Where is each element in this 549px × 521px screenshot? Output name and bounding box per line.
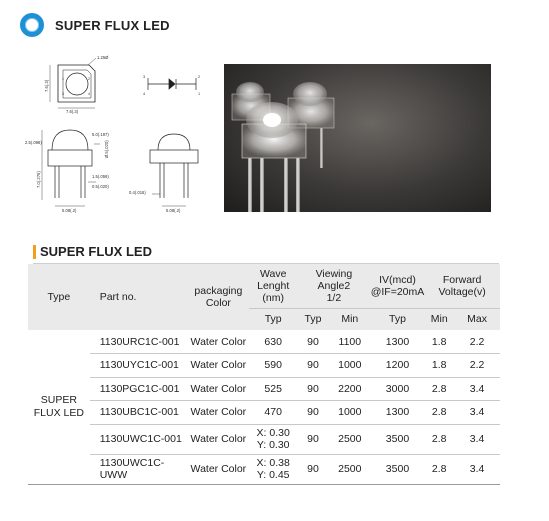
section-title: SUPER FLUX LED [40, 244, 152, 259]
table-row [28, 330, 500, 354]
packaging-color: Water Color [187, 424, 249, 454]
part-number: 1130UYC1C-001 [90, 354, 188, 378]
view-min: 1100 [329, 330, 371, 354]
part-number: 1130UWC1C-001 [90, 424, 188, 454]
fv-max: 3.4 [454, 401, 500, 425]
subheader-fv-max: Max [454, 308, 500, 330]
fv-min: 2.8 [424, 377, 454, 401]
iv-typ: 1300 [371, 330, 425, 354]
led-center [242, 102, 306, 212]
schem-pin-2: 2 [198, 75, 201, 79]
dim-bottom-top-label: 7.6(.3) [66, 109, 79, 114]
fv-min: 2.8 [424, 401, 454, 425]
table-row [28, 377, 500, 401]
dim-side-bottom-label: 5.08(.2) [62, 208, 77, 213]
dim-front-left-label: 0.4(.016) [129, 190, 146, 195]
packaging-color: Water Color [187, 401, 249, 425]
dim-left-top-label: 7.6(.3) [44, 79, 49, 92]
view-min: 1000 [329, 401, 371, 425]
dimension-drawing [22, 50, 222, 220]
fv-min: 2.8 [424, 454, 454, 484]
part-number: 1130PGC1C-001 [90, 377, 188, 401]
dim-top-label: 1.25Ø [97, 55, 109, 60]
table-row [28, 354, 500, 378]
header-iv: IV(mcd) @IF=20mA [371, 264, 425, 308]
type-cell: SUPER FLUX LED [28, 330, 90, 484]
iv-typ: 3500 [371, 454, 425, 484]
fv-min: 1.8 [424, 354, 454, 378]
spec-table-body [28, 330, 500, 484]
pin-label-4: 4 [88, 92, 90, 96]
dim-side-right2-label: 1.5(.059) [92, 174, 109, 179]
dim-side-left2-label: 7.0(.276) [36, 171, 41, 188]
header-wave: Wave Lenght (nm) [249, 264, 297, 308]
view-typ: 90 [297, 424, 329, 454]
product-photo [224, 64, 491, 212]
table-row [28, 424, 500, 454]
header-forward: Forward Voltage(v) [424, 264, 500, 308]
fv-max: 3.4 [454, 377, 500, 401]
wave-typ: 590 [249, 354, 297, 378]
iv-typ: 3500 [371, 424, 425, 454]
iv-typ: 3000 [371, 377, 425, 401]
wave-typ: 630 [249, 330, 297, 354]
packaging-color: Water Color [187, 354, 249, 378]
iv-typ: 1200 [371, 354, 425, 378]
schem-pin-4: 4 [143, 92, 146, 96]
fv-max: 3.4 [454, 454, 500, 484]
packaging-color: Water Color [187, 330, 249, 354]
header-packaging: packaging Color [187, 264, 249, 330]
front-view-drawing [150, 134, 198, 206]
part-number: 1130UWC1C-UWW [90, 454, 188, 484]
fv-max: 2.2 [454, 354, 500, 378]
side-view-drawing [42, 130, 100, 206]
subheader-fv-min: Min [424, 308, 454, 330]
fv-min: 1.8 [424, 330, 454, 354]
dim-side-dia-label: Ø.5(.020) [104, 140, 109, 158]
dim-side-right-label: 5.0(.197) [92, 132, 109, 137]
packaging-color: Water Color [187, 377, 249, 401]
header-type: Type [28, 264, 90, 330]
view-typ: 90 [297, 454, 329, 484]
view-min: 2200 [329, 377, 371, 401]
table-row [28, 454, 500, 484]
pin-label-1: 1 [62, 77, 64, 81]
fv-min: 2.8 [424, 424, 454, 454]
view-typ: 90 [297, 377, 329, 401]
subheader-wave-typ: Typ [249, 308, 297, 330]
dim-front-bottom-label: 5.08(.2) [166, 208, 181, 213]
view-typ: 90 [297, 401, 329, 425]
fv-max: 2.2 [454, 330, 500, 354]
subheader-iv-typ: Typ [371, 308, 425, 330]
header-viewing: Viewing Angle2 1/2 [297, 264, 371, 308]
table-row [28, 401, 500, 425]
subheader-view-min: Min [329, 308, 371, 330]
wave-typ: 525 [249, 377, 297, 401]
part-number: 1130URC1C-001 [90, 330, 188, 354]
schem-pin-1: 1 [198, 92, 201, 96]
view-min: 1000 [329, 354, 371, 378]
iv-typ: 1300 [371, 401, 425, 425]
part-number: 1130UBC1C-001 [90, 401, 188, 425]
wave-typ: X: 0.38 Y: 0.45 [249, 454, 297, 484]
schem-pin-3: 3 [143, 75, 146, 79]
diode-schematic [148, 78, 196, 90]
dim-side-left1-label: 2.5(.098) [25, 140, 42, 145]
dim-side-right3-label: 0.5(.020) [92, 184, 109, 189]
view-typ: 90 [297, 354, 329, 378]
subheader-view-typ: Typ [297, 308, 329, 330]
section-accent-bar [33, 245, 36, 259]
fv-max: 3.4 [454, 424, 500, 454]
page-title: SUPER FLUX LED [55, 18, 170, 33]
brand-ring-icon [20, 13, 44, 37]
pin-label-2: 2 [88, 77, 90, 81]
header-part-no: Part no. [90, 264, 188, 330]
wave-typ: 470 [249, 401, 297, 425]
view-min: 2500 [329, 424, 371, 454]
view-typ: 90 [297, 330, 329, 354]
spec-table [28, 264, 500, 485]
view-min: 2500 [329, 454, 371, 484]
packaging-color: Water Color [187, 454, 249, 484]
wave-typ: X: 0.30 Y: 0.30 [249, 424, 297, 454]
top-view-drawing [50, 58, 96, 108]
pin-label-3: 3 [62, 92, 64, 96]
